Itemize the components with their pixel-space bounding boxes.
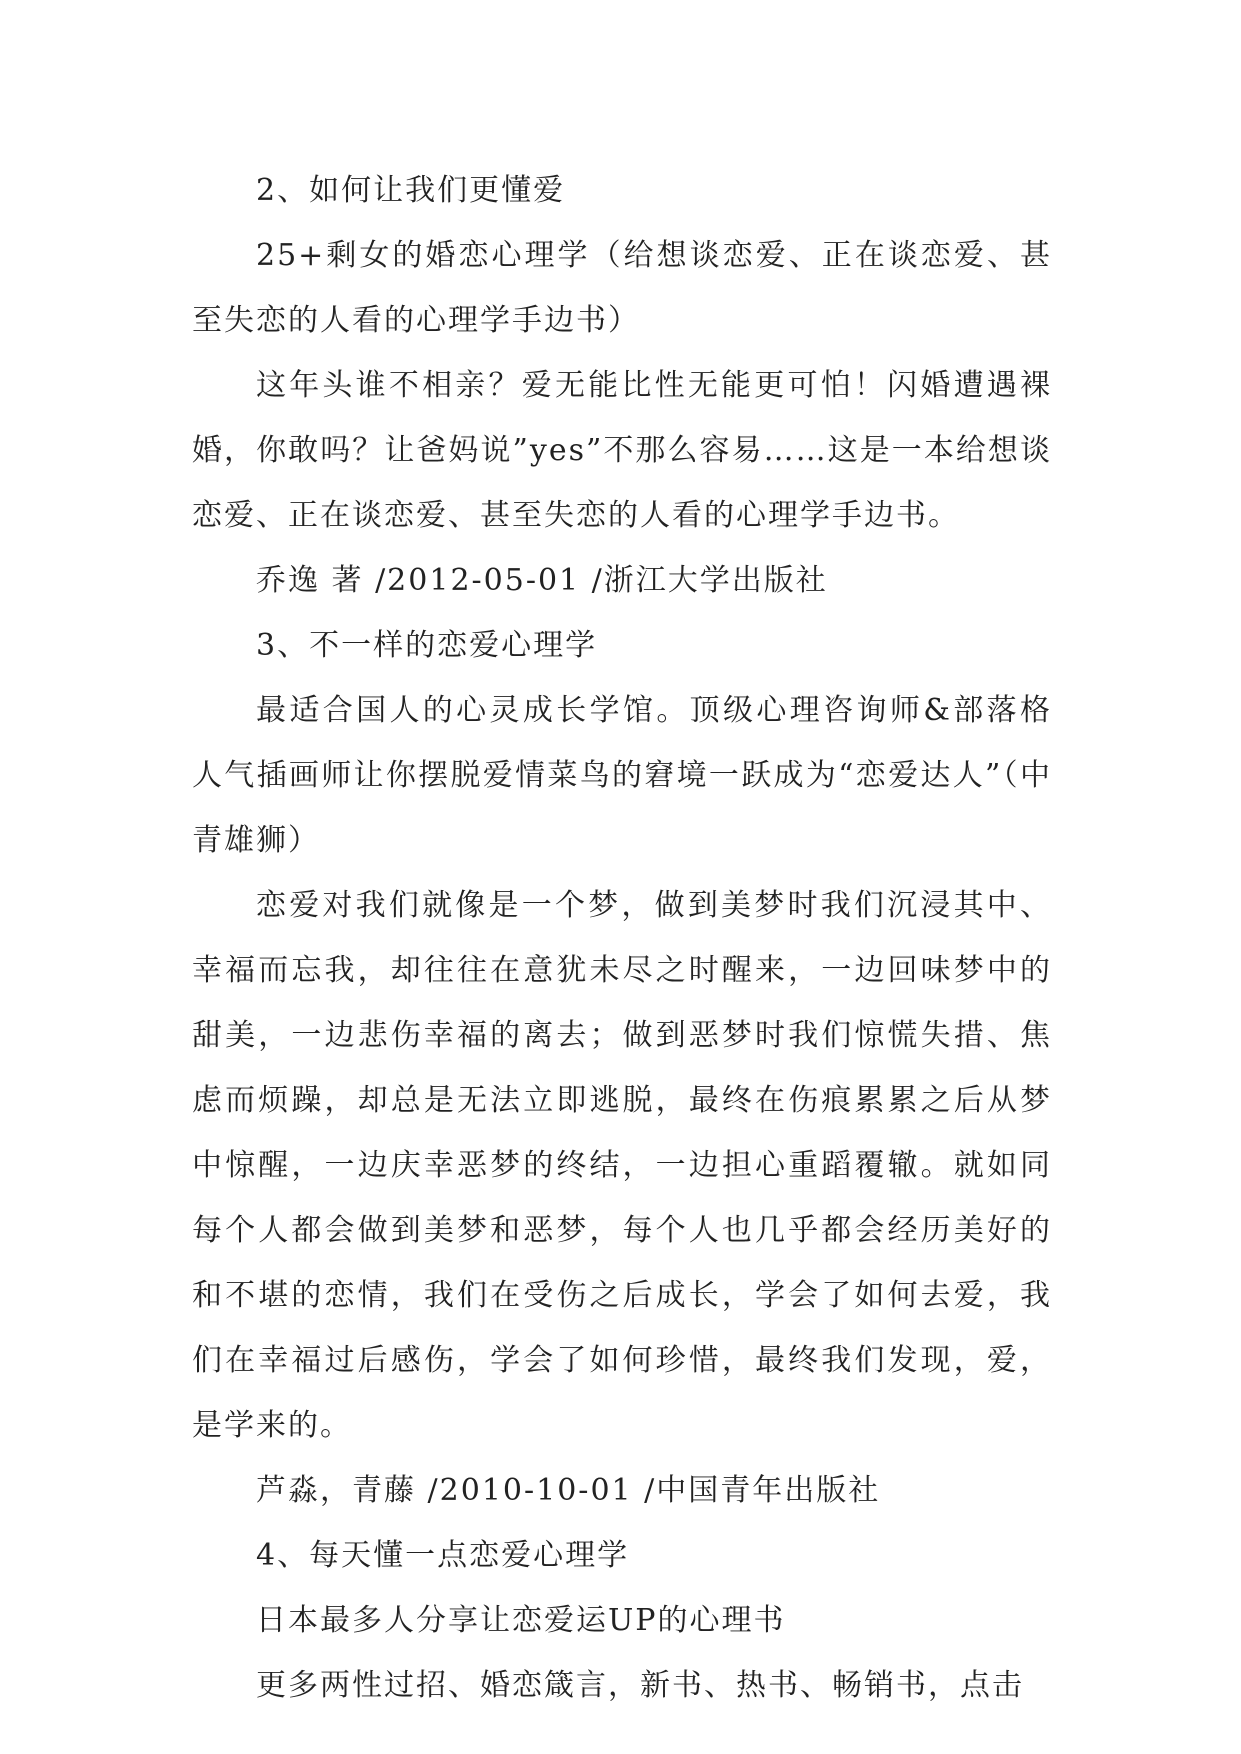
section-heading-4: 4、每天懂一点恋爱心理学 — [256, 1538, 630, 1573]
document-body — [192, 158, 1052, 1718]
book-author-info: 芦淼，青藤 /2010-10-01 /中国青年出版社 — [256, 1473, 881, 1508]
book-title: 25+剩女的婚恋心理学（给想谈恋爱、正在谈恋爱、甚至失恋的人看的心理学手边书） — [192, 238, 1052, 338]
book-title: 最适合国人的心灵成长学馆。顶级心理咨询师&部落格人气插画师让你摆脱爱情菜鸟的窘境一跃成为“恋爱达人”（中青雄狮） — [192, 693, 1052, 858]
book-title: 日本最多人分享让恋爱运UP的心理书 — [256, 1603, 786, 1638]
promo-text: 更多两性过招、婚恋箴言，新书、热书、畅销书，点击 — [256, 1668, 1024, 1703]
book-author-info: 乔逸 著 /2012-05-01 /浙江大学出版社 — [256, 563, 828, 598]
section-heading-2: 2、如何让我们更懂爱 — [256, 173, 566, 208]
book-description: 恋爱对我们就像是一个梦，做到美梦时我们沉浸其中、幸福而忘我，却往往在意犹未尽之时醒来，一边回味梦中的甜美，一边悲伤幸福的离去；做到恶梦时我们惊慌失措、焦虑而烦躁，却总是无法立即逃脱，最终在伤痕累累之后从梦中惊醒，一边庆幸恶梦的终结，一边担心重蹈覆辙。就如同每个人都会做到美梦和恶梦，每个人也几乎都会经历美好的和不堪的恋情，我们在受伤之后成长，学会了如何去爱，我们在幸福过后感伤，学会了如何珍惜，最终我们发现，爱，是学来的。 — [192, 888, 1052, 1443]
section-heading-3: 3、不一样的恋爱心理学 — [256, 628, 598, 663]
book-description: 这年头谁不相亲？爱无能比性无能更可怕！闪婚遭遇裸婚，你敢吗？让爸妈说”yes”不那么容易……这是一本给想谈恋爱、正在谈恋爱、甚至失恋的人看的心理学手边书。 — [192, 368, 1052, 533]
